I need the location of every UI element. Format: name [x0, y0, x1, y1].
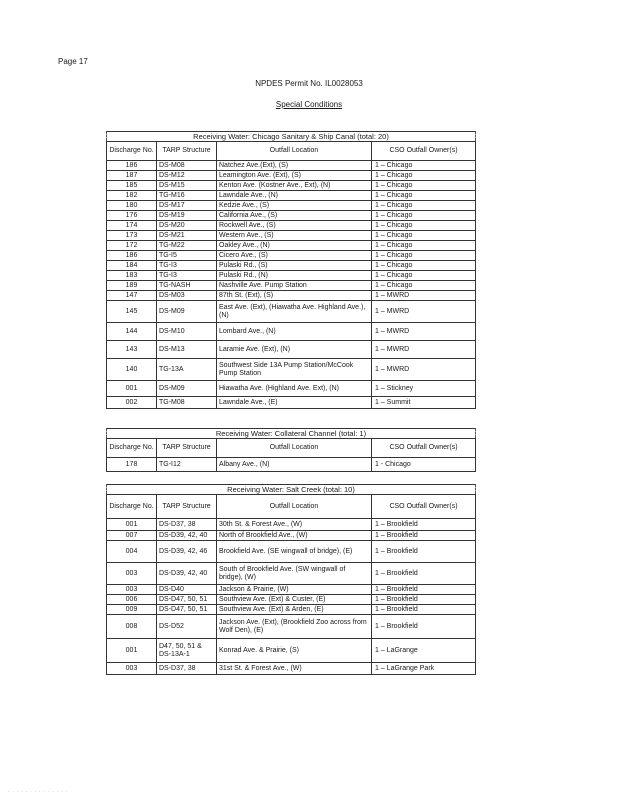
outfall-location-cell: Natchez Ave.(Ext), (S) — [217, 161, 372, 171]
table-row — [107, 519, 476, 531]
owner-cell: 1 - Chicago — [372, 458, 476, 472]
table-row — [107, 458, 476, 472]
tarp-structure-cell: DS-D52 — [157, 615, 217, 639]
tarp-structure-cell: DS-D47, 50, 51 — [157, 605, 217, 615]
table-row — [107, 281, 476, 291]
table-row — [107, 341, 476, 359]
outfall-location-cell: Nashville Ave. Pump Station — [217, 281, 372, 291]
outfall-location-cell: Kenton Ave. (Kostner Ave., Ext), (N) — [217, 181, 372, 191]
tarp-structure-cell: DS-M08 — [157, 161, 217, 171]
table-row — [107, 359, 476, 381]
table-row — [107, 381, 476, 397]
table-row — [107, 271, 476, 281]
table-row — [107, 221, 476, 231]
section-salt-creek — [106, 484, 476, 675]
owner-cell: 1 – Brookfield — [372, 531, 476, 541]
owner-cell: 1 – Chicago — [372, 191, 476, 201]
discharge-no-cell: 144 — [107, 323, 157, 341]
tarp-structure-cell: DS-M09 — [157, 381, 217, 397]
table-row — [107, 397, 476, 409]
owner-cell: 1 – Summit — [372, 397, 476, 409]
tarp-structure-cell: TG-13A — [157, 359, 217, 381]
tarp-structure-cell: DS-D39, 42, 40 — [157, 531, 217, 541]
table-row — [107, 663, 476, 675]
outfall-location-cell: Southwest Side 13A Pump Station/McCook Pump Station — [217, 359, 372, 381]
header-tarp: TARP Structure — [157, 142, 217, 161]
tarp-structure-cell: DS-D40 — [157, 585, 217, 595]
owner-cell: 1 – Chicago — [372, 181, 476, 191]
table-row — [107, 171, 476, 181]
outfall-location-cell: East Ave. (Ext), (Hiawatha Ave. Highland Ave.), (N) — [217, 301, 372, 323]
header-location: Outfall Location — [217, 439, 372, 458]
tarp-structure-cell: TG-I3 — [157, 261, 217, 271]
tarp-structure-cell: TG-NASH — [157, 281, 217, 291]
owner-cell: 1 – Brookfield — [372, 563, 476, 585]
owner-cell: 1 – Brookfield — [372, 519, 476, 531]
tarp-structure-cell: DS-M15 — [157, 181, 217, 191]
owner-cell: 1 – Chicago — [372, 161, 476, 171]
tarp-structure-cell: TG-I5 — [157, 251, 217, 261]
owner-cell: 1 – Chicago — [372, 251, 476, 261]
tarp-structure-cell: DS-M21 — [157, 231, 217, 241]
table-row — [107, 301, 476, 323]
outfall-location-cell: 87th St. (Ext), (S) — [217, 291, 372, 301]
owner-cell: 1 – Chicago — [372, 171, 476, 181]
owner-cell: 1 – Brookfield — [372, 595, 476, 605]
header-discharge: Discharge No. — [107, 439, 157, 458]
outfall-location-cell: Albany Ave., (N) — [217, 458, 372, 472]
table-body — [107, 458, 476, 472]
owner-cell: 1 – MWRD — [372, 359, 476, 381]
discharge-no-cell: 147 — [107, 291, 157, 301]
owner-cell: 1 – Chicago — [372, 201, 476, 211]
outfall-location-cell: Kedzie Ave., (S) — [217, 201, 372, 211]
table-row — [107, 191, 476, 201]
header-owner: CSO Outfall Owner(s) — [372, 439, 476, 458]
owner-cell: 1 – Chicago — [372, 211, 476, 221]
special-conditions-heading: Special Conditions — [275, 100, 343, 109]
discharge-no-cell: 145 — [107, 301, 157, 323]
table-row — [107, 541, 476, 563]
outfall-location-cell: Western Ave., (S) — [217, 231, 372, 241]
discharge-no-cell: 143 — [107, 341, 157, 359]
header-tarp: TARP Structure — [157, 439, 217, 458]
table-body — [107, 161, 476, 409]
owner-cell: 1 – Brookfield — [372, 605, 476, 615]
outfall-location-cell: Konrad Ave. & Prairie, (S) — [217, 639, 372, 663]
outfall-location-cell: Lombard Ave., (N) — [217, 323, 372, 341]
owner-cell: 1 – Chicago — [372, 221, 476, 231]
outfall-location-cell: Southview Ave. (Ext) & Arden, (E) — [217, 605, 372, 615]
tarp-structure-cell: DS-M10 — [157, 323, 217, 341]
outfall-location-cell: Oakley Ave., (N) — [217, 241, 372, 251]
tarp-structure-cell: DS-M20 — [157, 221, 217, 231]
table-row — [107, 211, 476, 221]
tarp-structure-cell: DS-D39, 42, 40 — [157, 563, 217, 585]
section-title: Receiving Water: Salt Creek (total: 10) — [106, 484, 476, 494]
owner-cell: 1 – LaGrange — [372, 639, 476, 663]
outfall-location-cell: Lawndale Ave., (E) — [217, 397, 372, 409]
discharge-no-cell: 178 — [107, 458, 157, 472]
owner-cell: 1 – LaGrange Park — [372, 663, 476, 675]
discharge-no-cell: 002 — [107, 397, 157, 409]
tarp-structure-cell: D47, 50, 51 & DS-13A-1 — [157, 639, 217, 663]
tarp-structure-cell: TG-I3 — [157, 271, 217, 281]
discharge-no-cell: 189 — [107, 281, 157, 291]
discharge-no-cell: 006 — [107, 595, 157, 605]
outfall-location-cell: South of Brookfield Ave. (SW wingwall of bridge), (W) — [217, 563, 372, 585]
discharge-no-cell: 008 — [107, 615, 157, 639]
tarp-structure-cell: TG-M22 — [157, 241, 217, 251]
outfall-table — [106, 141, 476, 409]
section-title: Receiving Water: Collateral Channel (total: 1) — [106, 428, 476, 438]
discharge-no-cell: 174 — [107, 221, 157, 231]
discharge-no-cell: 001 — [107, 519, 157, 531]
table-row — [107, 261, 476, 271]
table-row — [107, 563, 476, 585]
table-row — [107, 251, 476, 261]
outfall-location-cell: Hiawatha Ave. (Highland Ave. Ext), (N) — [217, 381, 372, 397]
outfall-table — [106, 438, 476, 472]
tarp-structure-cell: DS-D37, 38 — [157, 663, 217, 675]
tarp-structure-cell: TG-M16 — [157, 191, 217, 201]
header-location: Outfall Location — [217, 495, 372, 519]
owner-cell: 1 – Brookfield — [372, 615, 476, 639]
owner-cell: 1 – Chicago — [372, 281, 476, 291]
tarp-structure-cell: DS-M09 — [157, 301, 217, 323]
tarp-structure-cell: DS-D39, 42, 46 — [157, 541, 217, 563]
discharge-no-cell: 187 — [107, 171, 157, 181]
discharge-no-cell: 186 — [107, 161, 157, 171]
outfall-location-cell: North of Brookfield Ave., (W) — [217, 531, 372, 541]
section-collateral-channel — [106, 428, 476, 472]
outfall-location-cell: 31st St. & Forest Ave., (W) — [217, 663, 372, 675]
table-body — [107, 519, 476, 675]
page-number: Page 17 — [58, 57, 88, 66]
owner-cell: 1 – MWRD — [372, 323, 476, 341]
discharge-no-cell: 172 — [107, 241, 157, 251]
header-owner: CSO Outfall Owner(s) — [372, 142, 476, 161]
tarp-structure-cell: DS-M03 — [157, 291, 217, 301]
table-row — [107, 585, 476, 595]
table-row — [107, 595, 476, 605]
discharge-no-cell: 003 — [107, 663, 157, 675]
tarp-structure-cell: DS-M12 — [157, 171, 217, 181]
footer-marks: · · · · · · · · · · · · · · — [8, 789, 69, 794]
outfall-location-cell: Jackson Ave. (Ext), (Brookfield Zoo across from Wolf Den), (E) — [217, 615, 372, 639]
discharge-no-cell: 184 — [107, 261, 157, 271]
discharge-no-cell: 183 — [107, 271, 157, 281]
discharge-no-cell: 001 — [107, 639, 157, 663]
discharge-no-cell: 009 — [107, 605, 157, 615]
owner-cell: 1 – Stickney — [372, 381, 476, 397]
table-row — [107, 531, 476, 541]
owner-cell: 1 – Chicago — [372, 271, 476, 281]
header-location: Outfall Location — [217, 142, 372, 161]
header-discharge: Discharge No. — [107, 495, 157, 519]
tarp-structure-cell: DS-M19 — [157, 211, 217, 221]
discharge-no-cell: 003 — [107, 585, 157, 595]
discharge-no-cell: 185 — [107, 181, 157, 191]
header-owner: CSO Outfall Owner(s) — [372, 495, 476, 519]
outfall-location-cell: Leamington Ave. (Ext), (S) — [217, 171, 372, 181]
tarp-structure-cell: DS-D47, 50, 51 — [157, 595, 217, 605]
table-row — [107, 291, 476, 301]
discharge-no-cell: 007 — [107, 531, 157, 541]
discharge-no-cell: 173 — [107, 231, 157, 241]
discharge-no-cell: 003 — [107, 563, 157, 585]
owner-cell: 1 – MWRD — [372, 301, 476, 323]
tarp-structure-cell: TG-I12 — [157, 458, 217, 472]
discharge-no-cell: 140 — [107, 359, 157, 381]
discharge-no-cell: 186 — [107, 251, 157, 261]
outfall-location-cell: California Ave., (S) — [217, 211, 372, 221]
owner-cell: 1 – Chicago — [372, 241, 476, 251]
table-row — [107, 231, 476, 241]
discharge-no-cell: 176 — [107, 211, 157, 221]
table-row — [107, 605, 476, 615]
discharge-no-cell: 004 — [107, 541, 157, 563]
discharge-no-cell: 180 — [107, 201, 157, 211]
table-row — [107, 181, 476, 191]
outfall-table — [106, 494, 476, 675]
table-row — [107, 201, 476, 211]
owner-cell: 1 – Chicago — [372, 261, 476, 271]
outfall-location-cell: Lawndale Ave., (N) — [217, 191, 372, 201]
header-discharge: Discharge No. — [107, 142, 157, 161]
tarp-structure-cell: TG-M08 — [157, 397, 217, 409]
table-row — [107, 639, 476, 663]
outfall-location-cell: Pulaski Rd., (S) — [217, 261, 372, 271]
discharge-no-cell: 182 — [107, 191, 157, 201]
owner-cell: 1 – Brookfield — [372, 541, 476, 563]
table-row — [107, 241, 476, 251]
tarp-structure-cell: DS-D37, 38 — [157, 519, 217, 531]
discharge-no-cell: 001 — [107, 381, 157, 397]
section-chicago-sanitary-ship-canal — [106, 131, 476, 409]
outfall-location-cell: Rockwell Ave., (S) — [217, 221, 372, 231]
outfall-location-cell: Cicero Ave., (S) — [217, 251, 372, 261]
tarp-structure-cell: DS-M17 — [157, 201, 217, 211]
outfall-location-cell: Pulaski Rd., (N) — [217, 271, 372, 281]
owner-cell: 1 – Brookfield — [372, 585, 476, 595]
owner-cell: 1 – MWRD — [372, 341, 476, 359]
outfall-location-cell: Laramie Ave. (Ext), (N) — [217, 341, 372, 359]
outfall-location-cell: Southview Ave. (Ext) & Custer, (E) — [217, 595, 372, 605]
table-row — [107, 161, 476, 171]
outfall-location-cell: Jackson & Prairie, (W) — [217, 585, 372, 595]
owner-cell: 1 – Chicago — [372, 231, 476, 241]
permit-number: NPDES Permit No. IL0028053 — [255, 79, 363, 88]
tarp-structure-cell: DS-M13 — [157, 341, 217, 359]
outfall-location-cell: Brookfield Ave. (SE wingwall of bridge), (E) — [217, 541, 372, 563]
section-title: Receiving Water: Chicago Sanitary & Ship Canal (total: 20) — [106, 131, 476, 141]
table-row — [107, 323, 476, 341]
table-row — [107, 615, 476, 639]
header-tarp: TARP Structure — [157, 495, 217, 519]
owner-cell: 1 – MWRD — [372, 291, 476, 301]
outfall-location-cell: 30th St. & Forest Ave., (W) — [217, 519, 372, 531]
